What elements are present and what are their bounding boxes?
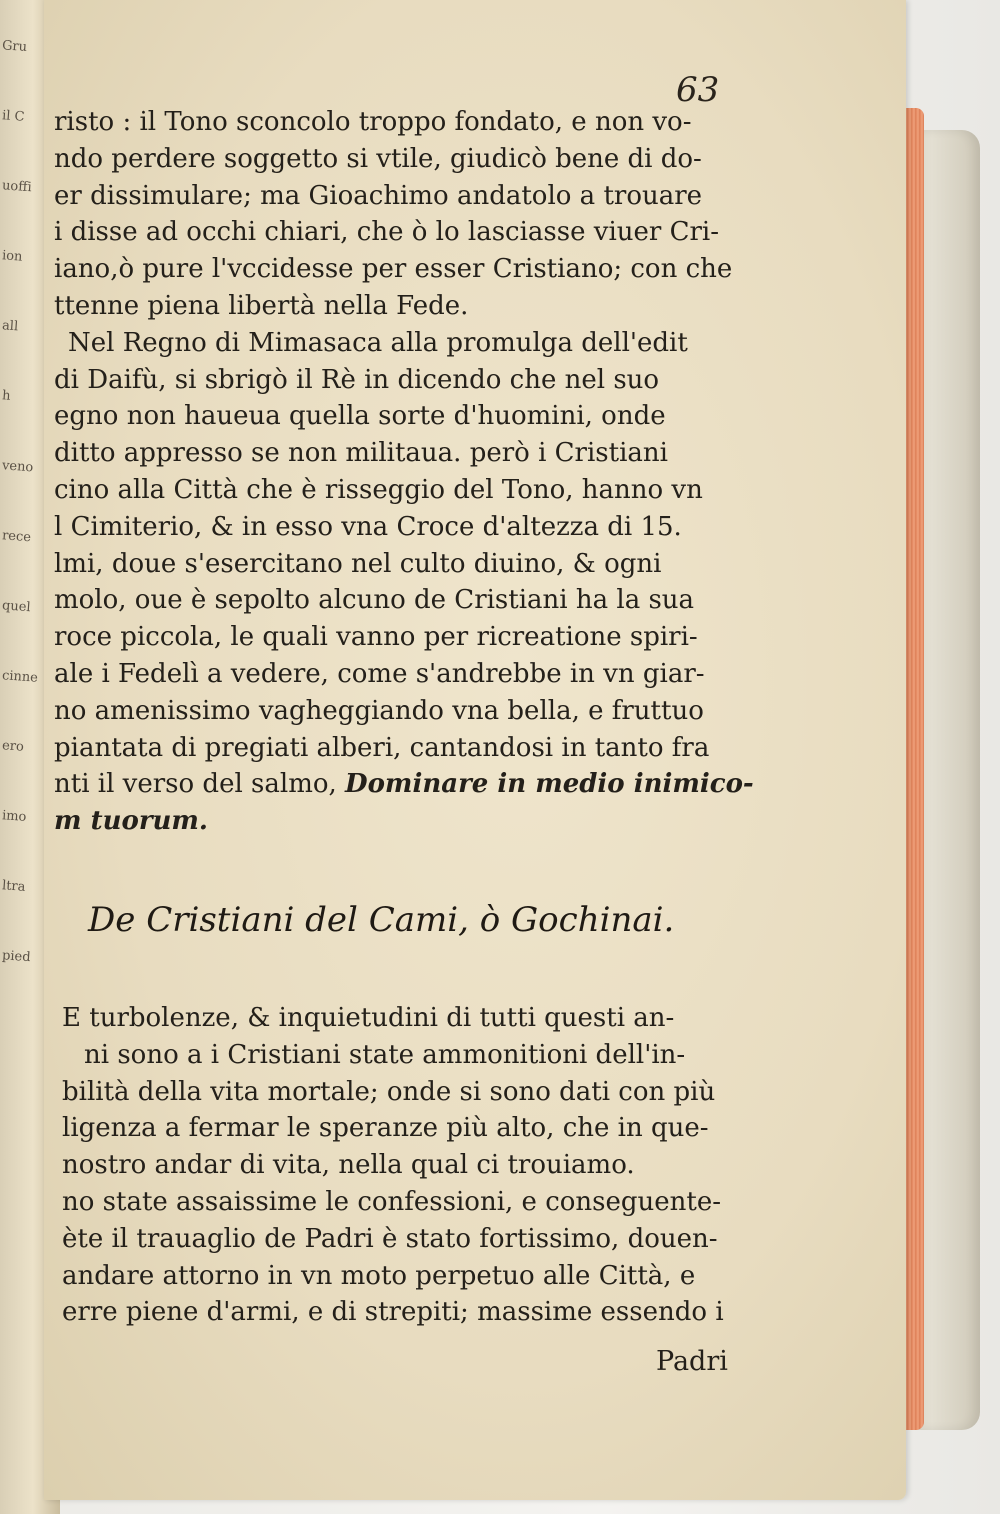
text-line: ligenza a fermar le speranze più alto, che in que- (62, 1113, 709, 1144)
text-line: roce piccola, le quali vanno per ricreatione spiri- (54, 622, 698, 653)
left-page-fragment: Gru (1, 38, 28, 55)
latin-quote: Dominare in medio inimico- (345, 769, 754, 800)
left-page-fragment: rece (1, 528, 32, 546)
text-line (54, 766, 892, 803)
paragraph-2 (62, 1000, 892, 1331)
text-line-roman: nti il verso del salmo, (54, 769, 337, 800)
left-page-fragment: ion (1, 248, 23, 265)
text-line: risto : il Tono sconcolo troppo fondato, e non vo- (54, 107, 692, 137)
left-page-fragment: all (1, 318, 19, 335)
text-line: ni sono a i Cristiani state ammonitioni dell'in- (84, 1039, 686, 1070)
text-line: molo, oue è sepolto alcuno de Cristiani ha la sua (54, 585, 695, 616)
page-number: 63 (676, 70, 720, 110)
left-page-fragment: imo (1, 808, 27, 825)
catchword: Padri (656, 1346, 728, 1377)
text-line: bilità della vita mortale; onde si sono dati con più (62, 1076, 716, 1107)
text-line: ale i Fedelì a vedere, come s'andrebbe in vn giar- (54, 658, 705, 689)
text-line: ndo perdere soggetto si vtile, giudicò bene di do- (54, 143, 702, 174)
left-page-fragment: il C (1, 108, 25, 125)
text-line: E turbolenze, & inquietudini di tutti questi an- (62, 1003, 675, 1033)
text-line: iano,ò pure l'vccidesse per esser Cristiano; con che (54, 254, 733, 285)
left-page-fragment: ltra (1, 878, 26, 895)
text-line: i disse ad occhi chiari, che ò lo lasciasse viuer Cri- (54, 217, 720, 248)
latin-quote-end: m tuorum. (54, 806, 208, 837)
text-line (54, 803, 892, 840)
text-line: ète il trauaglio de Padri è stato fortissimo, douen- (62, 1223, 718, 1254)
text-line: Nel Regno di Mimasaca alla promulga dell'edit (68, 327, 688, 358)
left-page-fragment: quel (1, 598, 32, 616)
text-line: ditto appresso se non militaua. però i Cristiani (54, 438, 668, 469)
text-line: erre piene d'armi, e di strepiti; massime essendo i (62, 1297, 724, 1328)
text-line: lmi, doue s'esercitano nel culto diuino, & ogni (54, 548, 662, 579)
text-line: di Daifù, si sbrigò il Rè in dicendo che nel suo (54, 364, 660, 395)
text-line: cino alla Città che è risseggio del Tono, hanno vn (54, 474, 703, 505)
text-line: er dissimulare; ma Gioachimo andatolo a trouare (54, 180, 703, 211)
left-page-fragment: ero (1, 738, 25, 755)
left-page-fragment: veno (1, 458, 34, 476)
text-line: ttenne piena libertà nella Fede. (54, 290, 469, 321)
book-page (44, 0, 906, 1500)
text-line: l Cimiterio, & in esso vna Croce d'altezza di 15. (54, 511, 682, 542)
left-page-fragment: pied (1, 948, 32, 966)
left-page-fragment: h (1, 388, 11, 404)
text-line: no state assaissime le confessioni, e conseguente- (62, 1186, 722, 1217)
text-line: andare attorno in vn moto perpetuo alle Città, e (62, 1260, 696, 1291)
text-line: nostro andar di vita, nella qual ci trouiamo. (62, 1150, 635, 1181)
left-page-fragment: cinne (1, 668, 39, 686)
left-page-fragment: uoffi (1, 178, 33, 196)
paragraph-1 (54, 104, 892, 840)
text-line: egno non haueua quella sorte d'huomini, onde (54, 401, 666, 432)
text-line: piantata di pregiati alberi, cantandosi in tanto fra (54, 732, 710, 763)
section-heading: De Cristiani del Cami, ò Gochinai. (88, 900, 675, 940)
text-line: no amenissimo vagheggiando vna bella, e fruttuo (54, 695, 704, 726)
